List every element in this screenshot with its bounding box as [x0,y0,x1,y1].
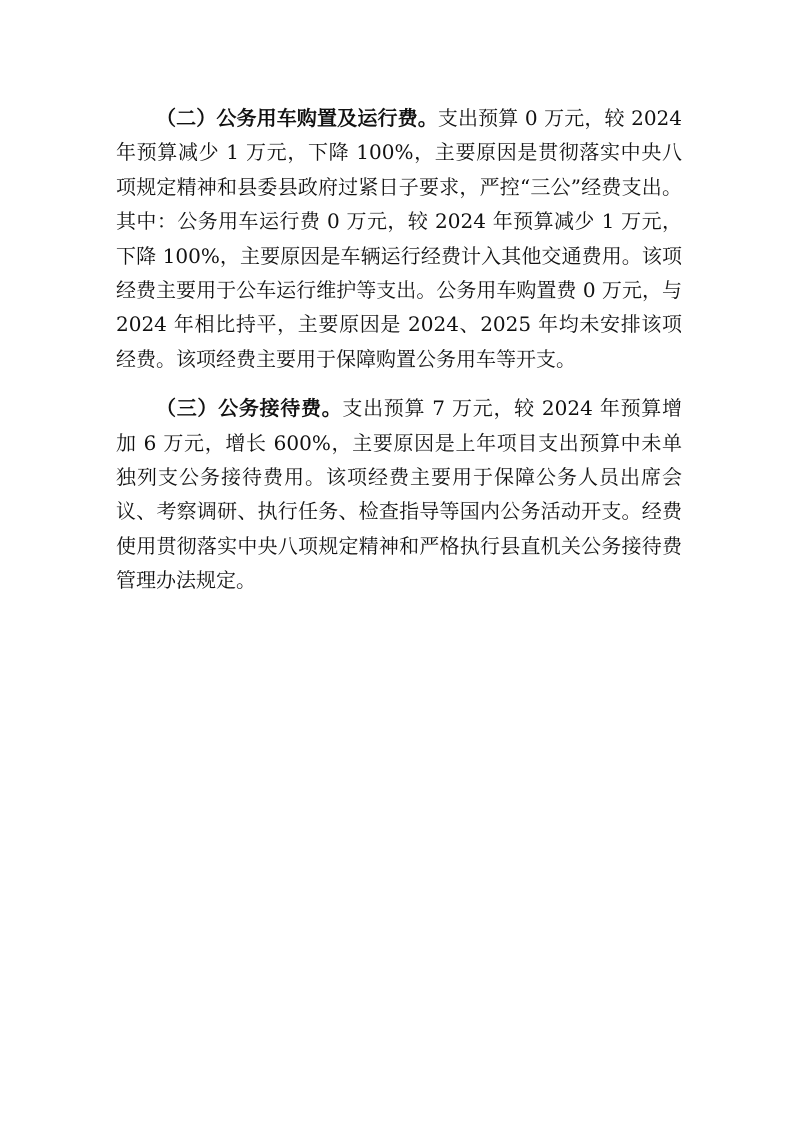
document-body [116,101,682,598]
section-text-vehicle: 支出预算 0 万元，较 2024 年预算减少 1 万元，下降 100%，主要原因是贯彻落实中央八项规定精神和县委县政府过紧日子要求，严控“三公”经费支出。其中：公务用车运行费 0 万元，较 2024 年预算减少 1 万元，下降 100%，主要原因是车辆运行经费计入其他交通费用。该项经费主要用于公车运行维护等支出。公务用车购置费 0 万元，与 2024 年相比持平，主要原因是 2024、2025 年均未安排该项经费。该项经费主要用于保障购置公务用车等开支。 [116,106,683,371]
section-heading-reception: （三）公务接待费。 [156,396,343,421]
section-text-reception: 支出预算 7 万元，较 2024 年预算增加 6 万元，增长 600%，主要原因是上年项目支出预算中未单独列支公务接待费用。该项经费主要用于保障公务人员出席会议、考察调研、执行任务、检查指导等国内公务活动开支。经费使用贯彻落实中央八项规定精神和严格执行县直机关公务接待费管理办法规定。 [116,396,682,593]
section-heading-vehicle: （二）公务用车购置及运行费。 [156,106,438,130]
section-vehicle-expenses [116,101,682,376]
section-reception-expenses [116,391,682,597]
